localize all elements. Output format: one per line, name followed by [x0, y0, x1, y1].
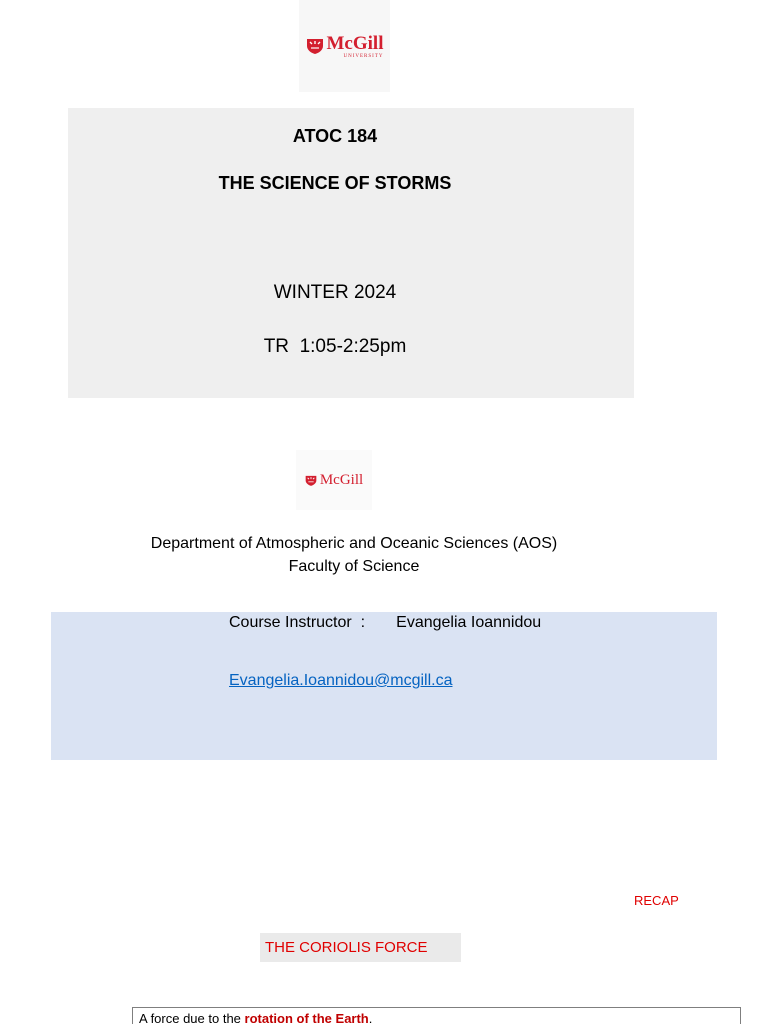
wordmark-text: McGill	[326, 32, 384, 54]
mcgill-wordmark	[327, 34, 384, 59]
instructor-email-link[interactable]: Evangelia.Ioannidou@mcgill.ca	[229, 672, 453, 689]
section-heading: THE CORIOLIS FORCE	[260, 933, 461, 962]
course-schedule: TR 1:05-2:25pm	[263, 336, 407, 357]
course-title-block	[68, 108, 634, 398]
course-term: WINTER 2024	[273, 282, 397, 303]
mcgill-logo-mid	[296, 450, 372, 510]
wordmark-text: McGill	[319, 471, 364, 488]
mcgill-crest-icon	[305, 475, 317, 486]
definition-emphasis: rotation of the Earth	[244, 1011, 369, 1024]
definition-box	[132, 1007, 741, 1024]
recap-label: RECAP	[634, 893, 679, 908]
mcgill-crest-icon	[306, 38, 324, 54]
faculty-name: Faculty of Science	[288, 558, 420, 575]
course-name: THE SCIENCE OF STORMS	[218, 173, 452, 193]
instructor-line: Course Instructor : Evangelia Ioannidou	[229, 614, 542, 631]
department-info	[0, 532, 708, 578]
department-name: Department of Atmospheric and Oceanic Sciences (AOS)	[150, 535, 558, 552]
wordmark-subtitle: UNIVERSITY	[343, 53, 384, 59]
definition-suffix: .	[368, 1011, 373, 1024]
course-code: ATOC 184	[292, 126, 378, 146]
instructor-block	[51, 612, 717, 760]
definition-prefix: A force due to the	[139, 1011, 245, 1024]
mcgill-logo-top	[299, 0, 390, 92]
